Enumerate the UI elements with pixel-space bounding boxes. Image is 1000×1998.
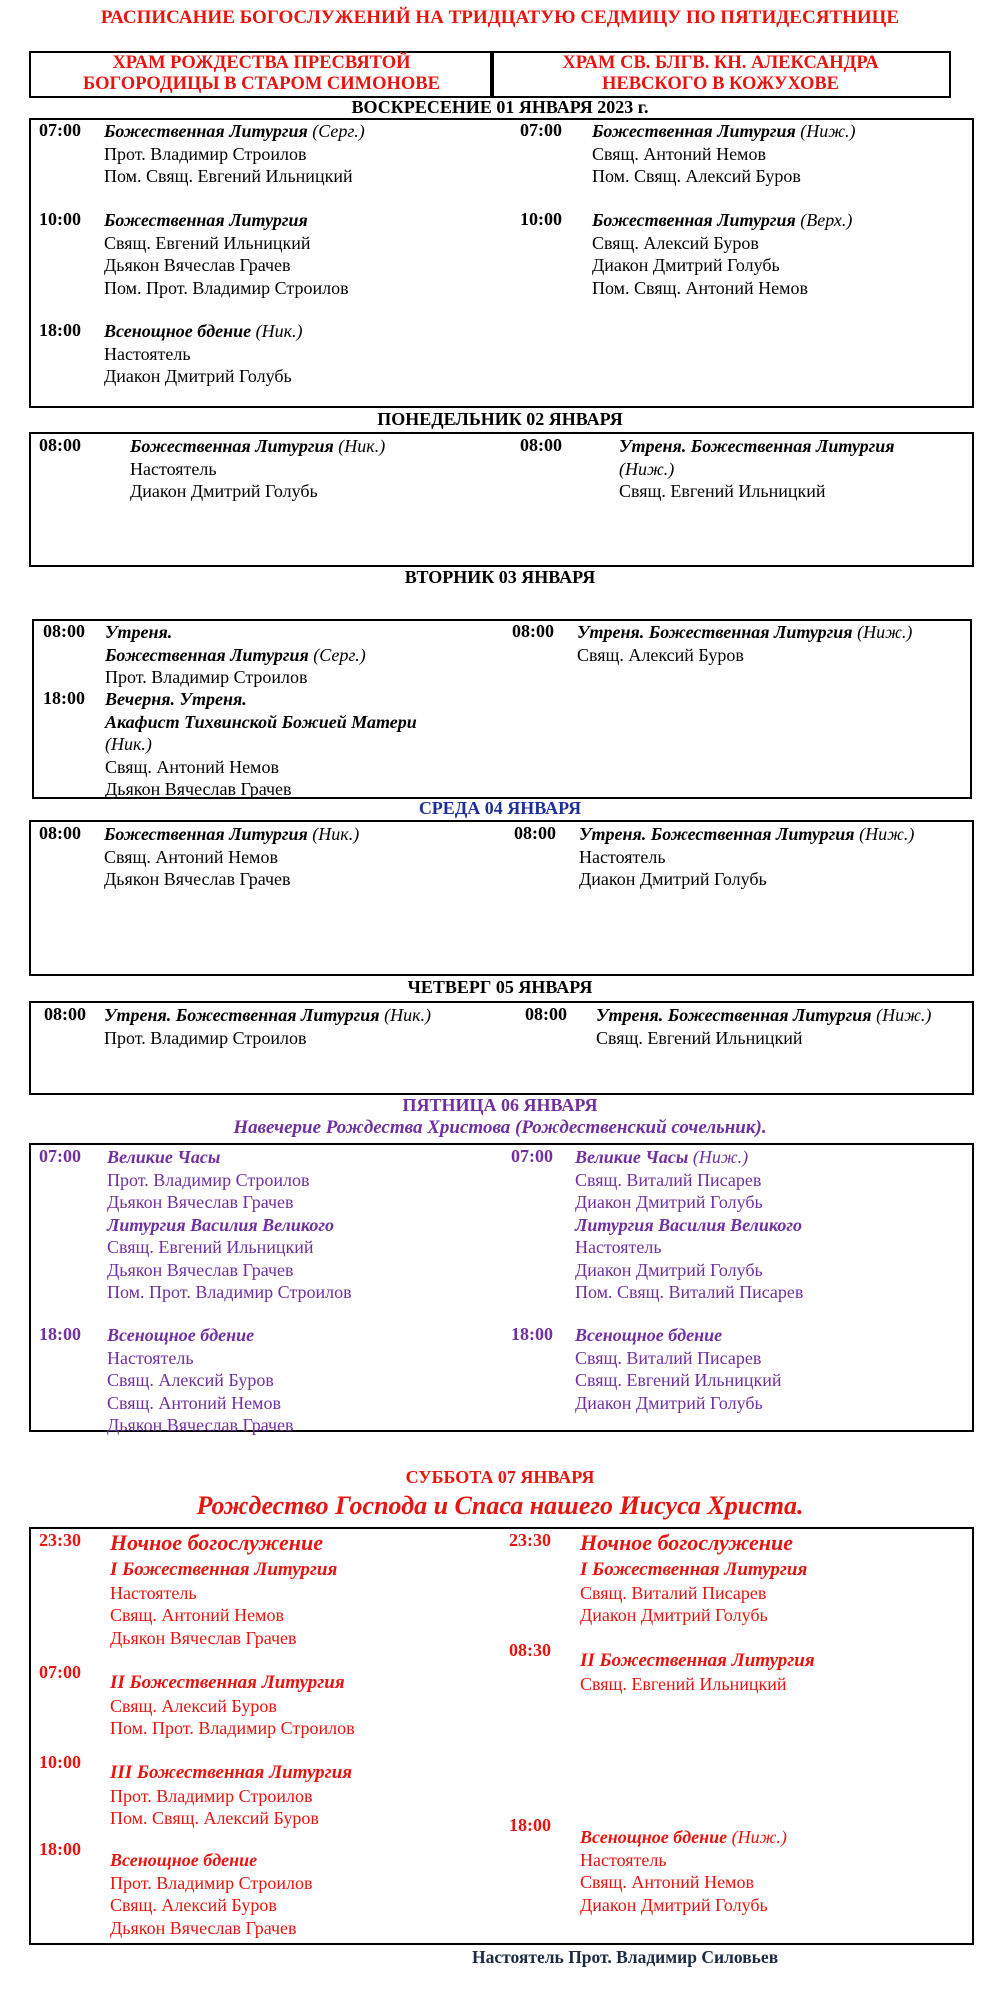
- clergy-name: Настоятель: [580, 1849, 667, 1870]
- day-header-tuesday: ВТОРНИК 03 ЯНВАРЯ: [404, 567, 596, 587]
- clergy-name: Диакон Дмитрий Голубь: [580, 1605, 768, 1625]
- time: 10:00: [39, 1752, 81, 1772]
- clergy-name: Дьякон Вячеслав Грачев: [104, 869, 291, 889]
- service-entry: [107, 1324, 294, 1437]
- day-header-saturday: СУББОТА 07 ЯНВАРЯ: [405, 1467, 595, 1487]
- service-entry: [104, 1004, 431, 1049]
- time: 07:00: [39, 1662, 81, 1682]
- time: 18:00: [39, 320, 81, 340]
- service-name: Утреня. Божественная Литургия: [577, 622, 853, 642]
- service-entry: [110, 1849, 313, 1939]
- service-entry: [592, 209, 852, 299]
- clergy-name: Свящ. Алексий Буров: [110, 1695, 277, 1716]
- service-name: I Божественная Литургия: [110, 1559, 338, 1580]
- service-location: (Ник.): [251, 321, 303, 341]
- clergy-name: Свящ. Антоний Немов: [104, 846, 278, 867]
- service-name: Божественная Литургия: [104, 210, 308, 230]
- service-name: Всенощное бдение: [580, 1827, 728, 1847]
- service-entry: [575, 1324, 782, 1414]
- service-location: (Ник.): [379, 1005, 431, 1025]
- service-entry: [105, 621, 366, 689]
- time: 08:00: [39, 823, 81, 843]
- clergy-name: Свящ. Алексий Буров: [107, 1370, 274, 1390]
- church-name-left-line1: ХРАМ РОЖДЕСТВА ПРЕСВЯТОЙ: [112, 53, 411, 73]
- service-name: Утреня. Божественная Литургия: [579, 824, 855, 844]
- clergy-name: Дьякон Вячеслав Грачев: [104, 255, 291, 275]
- service-location: (Ник.): [307, 824, 360, 844]
- clergy-name: Свящ. Евгений Ильницкий: [619, 481, 826, 501]
- service-location: (Ниж.): [854, 824, 915, 844]
- time: 18:00: [509, 1815, 551, 1835]
- service-name: Всенощное бдение: [104, 321, 252, 341]
- day-header-friday: ПЯТНИЦА 06 ЯНВАРЯ: [402, 1095, 598, 1115]
- service-entry: [596, 1004, 931, 1049]
- time: 18:00: [39, 1324, 81, 1344]
- service-entry: [107, 1146, 352, 1304]
- clergy-name: Свящ. Виталий Писарев: [580, 1582, 767, 1603]
- clergy-name: Пом. Прот. Владимир Строилов: [110, 1718, 355, 1738]
- time: 07:00: [39, 1146, 81, 1166]
- service-entry: [110, 1529, 337, 1649]
- clergy-name: Диакон Дмитрий Голубь: [575, 1259, 763, 1280]
- clergy-name: Свящ. Антоний Немов: [110, 1605, 284, 1625]
- time: 08:00: [39, 435, 81, 455]
- day-header-sunday: ВОСКРЕСЕНИЕ 01 ЯНВАРЯ 2023 г.: [351, 97, 649, 117]
- service-name: II Божественная Литургия: [580, 1650, 815, 1671]
- clergy-name: Пом. Свящ. Алексий Буров: [592, 166, 801, 186]
- service-entry: [575, 1146, 803, 1304]
- time: 08:00: [44, 1004, 86, 1024]
- church-name-left-line2: БОГОРОДИЦЫ В СТАРОМ СИМОНОВЕ: [83, 74, 440, 94]
- service-entry: [130, 435, 385, 503]
- clergy-name: Дьякон Вячеслав Грачев: [110, 1627, 297, 1648]
- clergy-name: Дьякон Вячеслав Грачев: [107, 1415, 294, 1435]
- clergy-name: Настоятель: [130, 458, 217, 479]
- service-entry: [580, 1826, 787, 1916]
- service-location: (Верх.): [795, 210, 853, 230]
- clergy-name: Свящ. Виталий Писарев: [575, 1169, 762, 1190]
- clergy-name: Настоятель: [107, 1347, 194, 1368]
- time: 10:00: [39, 209, 81, 229]
- time: 07:00: [39, 120, 81, 140]
- clergy-name: Прот. Владимир Строилов: [104, 1027, 307, 1048]
- service-name: Литургия Василия Великого: [107, 1214, 334, 1235]
- service-location: (Ниж.): [852, 622, 913, 642]
- service-name: Божественная Литургия: [130, 436, 334, 456]
- service-name: Ночное богослужение: [580, 1530, 793, 1555]
- time: 07:00: [520, 120, 562, 140]
- service-name: Акафист Тихвинской Божией Матери: [105, 711, 417, 732]
- clergy-name: Настоятель: [579, 846, 666, 867]
- feast-title-friday: Навечерие Рождества Христова (Рождественский сочельник).: [233, 1117, 767, 1138]
- clergy-name: Свящ. Антоний Немов: [580, 1872, 754, 1892]
- clergy-name: Прот. Владимир Строилов: [104, 143, 307, 164]
- service-entry: [580, 1529, 807, 1627]
- time: 10:00: [520, 209, 562, 229]
- service-location: (Ниж.): [619, 458, 675, 479]
- clergy-name: Диакон Дмитрий Голубь: [592, 255, 780, 275]
- service-name: Всенощное бдение: [107, 1325, 255, 1345]
- clergy-name: Пом. Свящ. Антоний Немов: [592, 277, 808, 298]
- time: 07:00: [511, 1146, 553, 1166]
- clergy-name: Дьякон Вячеслав Грачев: [105, 779, 292, 799]
- clergy-name: Диакон Дмитрий Голубь: [575, 1392, 763, 1413]
- service-entry: [104, 320, 303, 388]
- service-entry: [577, 621, 912, 666]
- service-location: (Ниж.): [688, 1147, 749, 1167]
- clergy-name: Диакон Дмитрий Голубь: [579, 869, 767, 889]
- clergy-name: Дьякон Вячеслав Грачев: [107, 1192, 294, 1212]
- service-entry: [104, 823, 359, 891]
- clergy-name: Свящ. Евгений Ильницкий: [104, 232, 311, 253]
- clergy-name: Настоятель: [104, 343, 191, 364]
- time: 08:00: [43, 621, 85, 641]
- clergy-name: Свящ. Антоний Немов: [107, 1392, 281, 1413]
- clergy-name: Дьякон Вячеслав Грачев: [110, 1917, 297, 1938]
- service-location: (Ниж.): [727, 1827, 787, 1847]
- clergy-name: Свящ. Антоний Немов: [592, 143, 766, 164]
- clergy-name: Свящ. Алексий Буров: [577, 644, 744, 665]
- service-entry: [579, 823, 914, 891]
- day-header-wednesday: СРЕДА 04 ЯНВАРЯ: [418, 798, 582, 818]
- service-entry: [592, 120, 856, 188]
- time: 08:30: [509, 1640, 551, 1660]
- page-title: РАСПИСАНИЕ БОГОСЛУЖЕНИЙ НА ТРИДЦАТУЮ СЕДМИЦУ ПО ПЯТИДЕСЯТНИЦЕ: [100, 7, 900, 28]
- service-name: Утреня.: [105, 622, 173, 642]
- service-name: Божественная Литургия: [104, 824, 308, 844]
- time: 18:00: [39, 1839, 81, 1859]
- service-name: Всенощное бдение: [110, 1850, 258, 1870]
- time: 18:00: [43, 688, 85, 708]
- clergy-name: Свящ. Евгений Ильницкий: [107, 1237, 314, 1257]
- service-name: III Божественная Литургия: [110, 1762, 353, 1783]
- clergy-name: Пом. Свящ. Евгений Ильницкий: [104, 166, 353, 186]
- time: 08:00: [512, 621, 554, 641]
- service-name: Божественная Литургия: [592, 121, 796, 141]
- clergy-name: Прот. Владимир Строилов: [107, 1169, 310, 1190]
- clergy-name: Настоятель: [110, 1582, 197, 1603]
- service-name: Вечерня. Утреня.: [105, 689, 247, 709]
- feast-title-saturday: Рождество Господа и Спаса нашего Иисуса Христа.: [196, 1491, 804, 1520]
- clergy-name: Прот. Владимир Строилов: [110, 1785, 313, 1806]
- service-name: Утреня. Божественная Литургия: [104, 1005, 380, 1025]
- service-location: (Ниж.): [795, 121, 856, 141]
- footer-rector: Настоятель Прот. Владимир Силовьев: [472, 1947, 779, 1967]
- clergy-name: Дьякон Вячеслав Грачев: [107, 1259, 294, 1280]
- service-name: Утреня. Божественная Литургия: [619, 436, 895, 456]
- church-name-right-line2: НЕВСКОГО В КОЖУХОВЕ: [601, 74, 840, 94]
- clergy-name: Свящ. Евгений Ильницкий: [575, 1370, 782, 1390]
- clergy-name: Свящ. Виталий Писарев: [575, 1347, 762, 1368]
- service-name: Литургия Василия Великого: [575, 1214, 802, 1235]
- service-name: Всенощное бдение: [575, 1325, 723, 1345]
- service-entry: [580, 1649, 815, 1695]
- clergy-name: Пом. Прот. Владимир Строилов: [104, 277, 349, 298]
- service-location: (Серг.): [307, 121, 365, 141]
- service-entry: [104, 120, 365, 188]
- clergy-name: Пом. Свящ. Алексий Буров: [110, 1808, 319, 1828]
- service-name: Великие Часы: [575, 1147, 689, 1167]
- service-name: I Божественная Литургия: [580, 1559, 808, 1580]
- service-entry: [104, 209, 349, 299]
- clergy-name: Диакон Дмитрий Голубь: [130, 481, 318, 501]
- clergy-name: Пом. Прот. Владимир Строилов: [107, 1282, 352, 1302]
- church-name-right-line1: ХРАМ СВ. БЛГВ. КН. АЛЕКСАНДРА: [562, 53, 879, 73]
- service-name: Утреня. Божественная Литургия: [596, 1005, 872, 1025]
- clergy-name: Настоятель: [575, 1237, 662, 1257]
- clergy-name: Диакон Дмитрий Голубь: [104, 366, 292, 386]
- clergy-name: Прот. Владимир Строилов: [105, 667, 308, 687]
- church-header-right-box: [490, 51, 951, 98]
- time: 08:00: [514, 823, 556, 843]
- time: 23:30: [509, 1530, 551, 1550]
- service-location: (Серг.): [308, 644, 366, 665]
- service-name: Божественная Литургия: [105, 644, 309, 665]
- service-entry: [110, 1761, 352, 1830]
- clergy-name: Свящ. Евгений Ильницкий: [580, 1673, 787, 1694]
- clergy-name: Свящ. Евгений Ильницкий: [596, 1027, 803, 1048]
- time: 08:00: [525, 1004, 567, 1024]
- service-location: (Ник.): [105, 734, 152, 754]
- service-name: Великие Часы: [107, 1147, 221, 1167]
- service-name: II Божественная Литургия: [110, 1672, 345, 1693]
- service-location: (Ниж.): [871, 1005, 932, 1025]
- clergy-name: Диакон Дмитрий Голубь: [580, 1894, 768, 1915]
- clergy-name: Свящ. Алексий Буров: [592, 232, 759, 253]
- service-entry: [110, 1671, 355, 1740]
- time: 23:30: [39, 1530, 81, 1550]
- clergy-name: Диакон Дмитрий Голубь: [575, 1192, 763, 1212]
- service-entry: [619, 435, 895, 503]
- clergy-name: Свящ. Антоний Немов: [105, 756, 279, 777]
- time: 08:00: [520, 435, 562, 455]
- service-location: (Ник.): [333, 436, 386, 456]
- service-entry: [105, 688, 417, 801]
- day-header-thursday: ЧЕТВЕРГ 05 ЯНВАРЯ: [407, 977, 593, 997]
- service-name: Божественная Литургия: [592, 210, 796, 230]
- day-header-monday: ПОНЕДЕЛЬНИК 02 ЯНВАРЯ: [377, 409, 623, 429]
- time: 18:00: [511, 1324, 553, 1344]
- church-header-left-box: [29, 51, 494, 98]
- clergy-name: Свящ. Алексий Буров: [110, 1895, 277, 1915]
- service-name: Ночное богослужение: [110, 1530, 323, 1555]
- clergy-name: Прот. Владимир Строилов: [110, 1872, 313, 1893]
- service-name: Божественная Литургия: [104, 121, 308, 141]
- clergy-name: Пом. Свящ. Виталий Писарев: [575, 1282, 804, 1302]
